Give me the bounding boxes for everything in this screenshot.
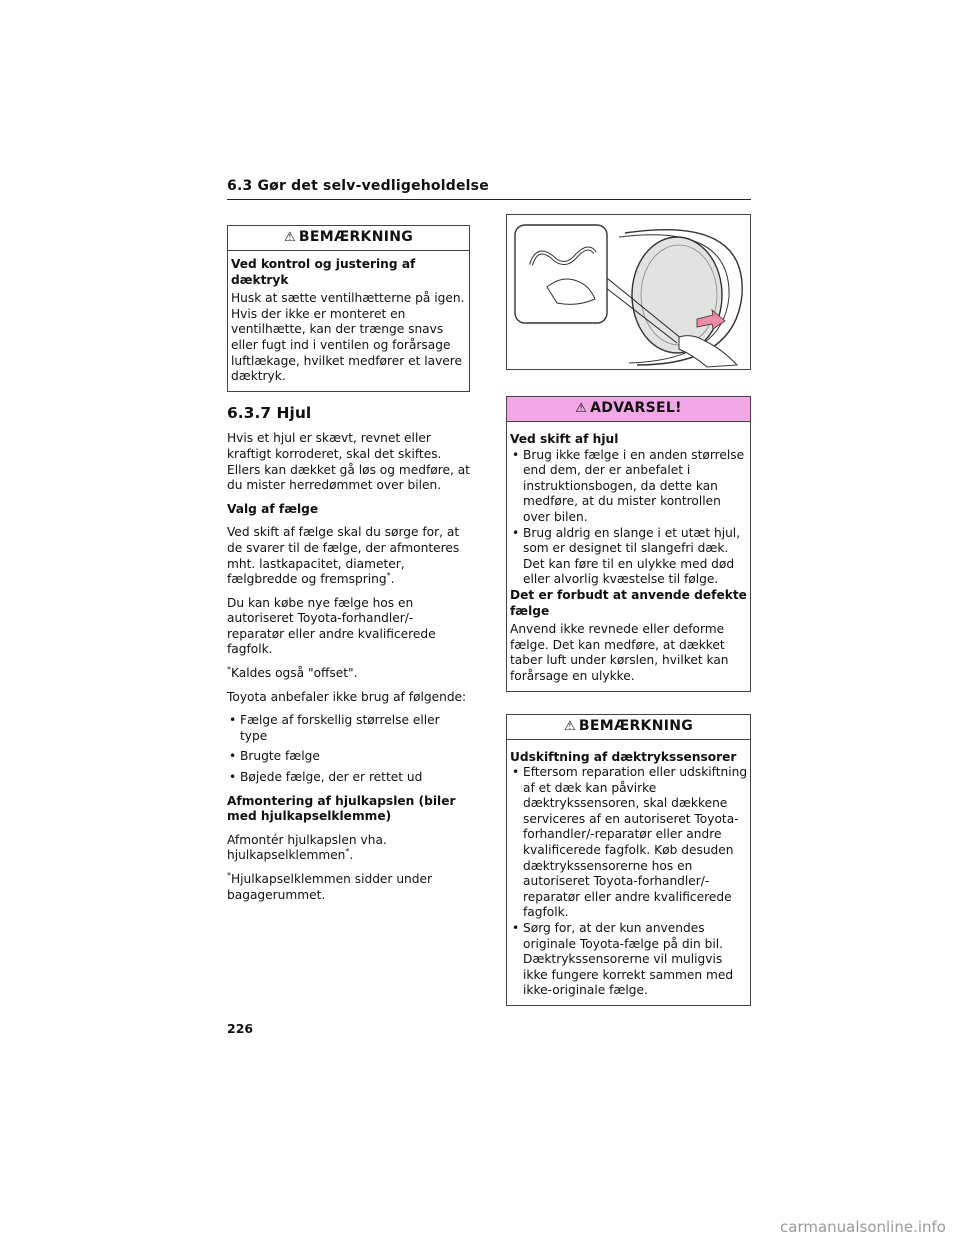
buy-rims-text: Du kan købe nye fælge hos en autoriseret Toyota-forhandler/-reparatør eller andre kvalificerede fagfolk. [227,595,436,657]
warning-header [507,397,750,422]
note-subtitle: Udskiftning af dæktrykssensorer [510,749,737,764]
warning-triangle-icon: ⚠ [575,401,588,417]
warning-list [510,448,748,588]
footnote-marker: * [227,870,231,880]
note-header [507,715,750,740]
warning-text: Anvend ikke revnede eller deforme fælge. Det kan medføre, at dækket taber luft under kørslen, hvilket kan forårsage en ulykke. [510,622,729,683]
note-body [507,740,750,1006]
not-recommended-list [227,713,470,785]
note-header [228,226,469,251]
footnote-marker: * [345,847,350,857]
left-column [227,225,470,911]
warning-subtitle: Ved skift af hjul [510,432,619,446]
list-item: • Brug aldrig en slange i et utæt hjul, som er designet til slangefri dæk. Det kan føre til en ulykke med død eller alvorlig kvæstelse til følge. [510,526,748,588]
hubcap-removal-illustration [506,214,751,370]
list-item: • Sørg for, at der kun anvendes originale Toyota-fælge på din bil. Dæktrykssensorerne vil muligvis ikke fungere korrekt sammen med ikke-originale fælge. [510,921,748,999]
warning-subtitle-defective: Det er forbudt at anvende defekte fælge [510,587,747,618]
hubcap-heading: Afmontering af hjulkapslen (biler med hjulkapselklemme) [227,793,456,824]
list-item: • Brugte fælge [227,749,470,765]
tpms-list [510,765,748,999]
not-recommended-intro: Toyota anbefaler ikke brug af følgende: [227,689,467,704]
warning-body [507,422,750,691]
right-column [506,214,751,1006]
note-title: BEMÆRKNING [298,229,414,246]
wheels-intro: Hvis et hjul er skævt, revnet eller kraftigt korroderet, skal det skiftes. Ellers kan dækket gå løs og medføre, at du mister herredømmet over bilen. [227,431,470,493]
list-item: • Eftersom reparation eller udskiftning af et dæk kan påvirke dæktrykssensoren, skal dækkene serviceres af en autoriseret Toyota-forhandler/-reparatør eller andre kvalificerede fagfolk. Køb desuden dæktrykssensorerne hos en autoriseret Toyota-forhandler/-reparatør eller andre kvalificerede fagfolk. [510,765,748,921]
note-subtitle: Ved kontrol og justering af dæktryk [231,257,416,287]
rim-choice-text: Ved skift af fælge skal du sørge for, at de svarer til de fælge, der afmonteres mht. lastkapacitet, diameter, fælgbredde og fremspring*. [227,525,460,587]
section-divider [227,199,751,200]
caution-icon: ⚠ [563,718,576,734]
list-item: • Brug ikke fælge i en anden størrelse end dem, der er anbefalet i instruktionsbogen, da dette kan medføre, at du mister kontrollen over bilen. [510,448,748,526]
warning-box-wheel-change [506,396,751,692]
section-heading-wheels: 6.3.7 Hjul [227,403,312,422]
hubcap-text: Afmontér hjulkapslen vha. hjulkapselklemmen*. [227,832,387,863]
note-text: Husk at sætte ventilhætterne på igen. Hvis der ikke er monteret en ventilhætte, kan der trænge snavs eller fugt ind i ventilen og forårsage luftlækage, hvilket medfører et lavere dæktryk. [231,291,465,384]
footnote-marker: * [227,665,231,674]
rim-choice-heading: Valg af fælge [227,501,319,516]
list-item: • Bøjede fælge, der er rettet ud [227,770,470,786]
watermark-text: carmanualsonline.info [780,1218,946,1236]
warning-title: ADVARSEL! [590,400,682,417]
note-box-tire-pressure [227,225,470,392]
caution-icon: ⚠ [283,230,296,246]
footnote-marker: * [386,571,391,581]
footnote-hubcap-tool: *Hjulkapselklemmen sidder under bagagerummet. [227,870,433,902]
note-box-tpms [506,714,751,1007]
note-title: BEMÆRKNING [578,717,694,734]
note-body [228,251,469,391]
footnote-offset: *Kaldes også "offset". [227,665,358,681]
page-number: 226 [227,1021,254,1036]
section-title: 6.3 Gør det selv-vedligeholdelse [227,178,489,194]
list-item: • Fælge af forskellig størrelse eller type [227,713,470,744]
